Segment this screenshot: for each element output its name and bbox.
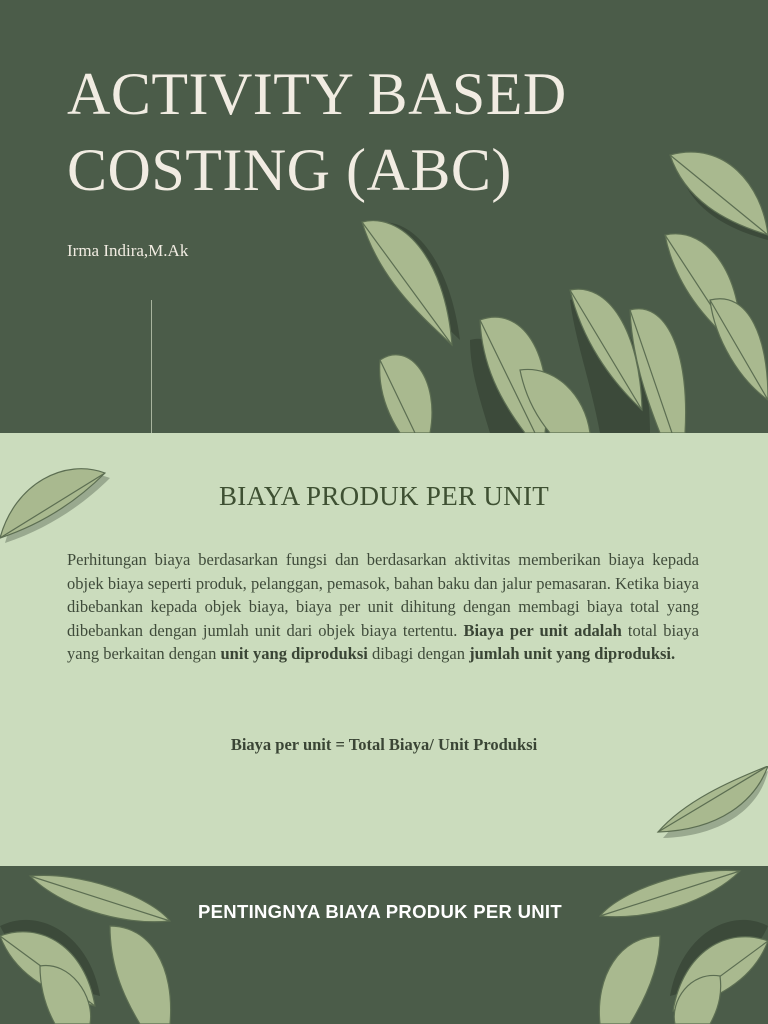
- body-paragraph: [67, 548, 699, 666]
- leaf-decoration-right: [655, 766, 768, 846]
- bold-phrase-3: jumlah unit yang diproduksi.: [469, 644, 676, 663]
- section-slide: [0, 866, 768, 1024]
- vertical-divider: [151, 300, 152, 433]
- paragraph-text-3: dibagi dengan: [367, 644, 470, 663]
- section-heading: BIAYA PRODUK PER UNIT: [218, 481, 550, 511]
- leaves-decoration-left: [0, 866, 180, 1024]
- paragraph-text: Perhitungan biaya berdasarkan fungsi dan berdasarkan aktivitas memberikan biaya kepada objek biaya seperti produk, pelanggan, pemasok, bahan baku dan jalur pemasaran. Ketika biaya dibebankan kepada objek biaya, biaya per unit dihitung dengan membagi biaya total yang dibebankan dengan jumlah unit dari objek biaya tertentu.: [67, 550, 699, 640]
- bold-phrase-2: unit yang diproduksi: [220, 644, 368, 663]
- author-name: Irma Indira,M.Ak: [67, 241, 189, 260]
- leaves-decoration-right: [590, 866, 768, 1024]
- section-heading: PENTINGNYA BIAYA PRODUK PER UNIT: [198, 901, 562, 922]
- bold-phrase-1: Biaya per unit adalah: [463, 620, 622, 640]
- paragraph-text-2: total biaya yang berkaitan dengan: [67, 620, 700, 663]
- leaves: [362, 152, 768, 433]
- content-slide: [0, 433, 768, 866]
- title-slide: [0, 0, 768, 433]
- formula-text: Biaya per unit = Total Biaya/ Unit Produksi: [230, 735, 538, 754]
- title-line-2: COSTING (ABC): [67, 137, 512, 203]
- tropical-leaves-illustration: [350, 140, 768, 433]
- title-line-1: ACTIVITY BASED: [67, 61, 567, 127]
